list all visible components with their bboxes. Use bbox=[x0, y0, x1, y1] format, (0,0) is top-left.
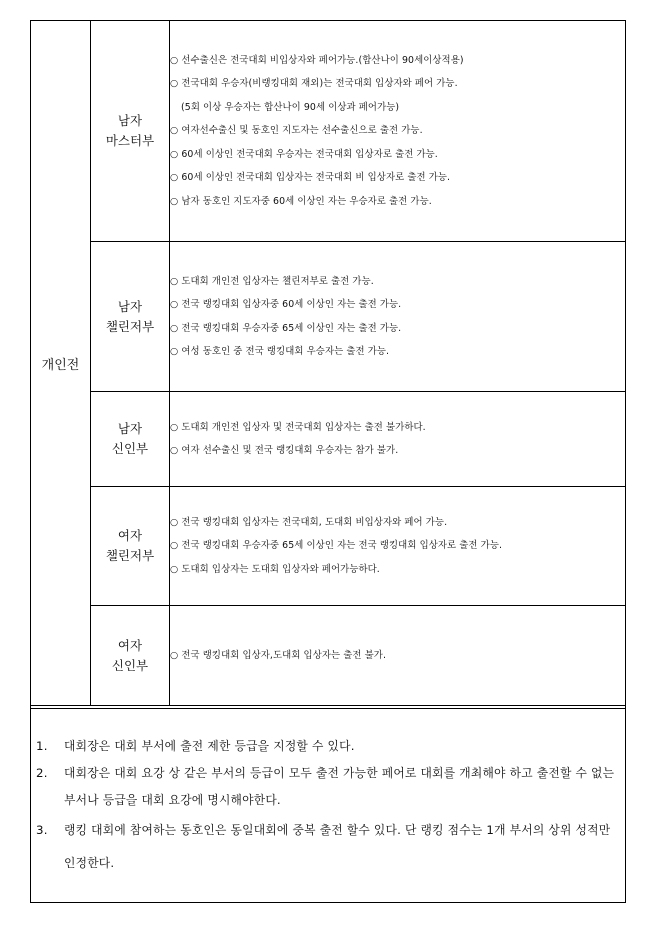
rule-item: ○ 전국 랭킹대회 입상자중 60세 이상인 자는 출전 가능. bbox=[170, 299, 402, 311]
rule-item: ○ 전국 랭킹대회 입상자,도대회 입상자는 출전 불가. bbox=[170, 649, 387, 661]
rule-item: ○ 도대회 개인전 입상자 및 전국대회 입상자는 출전 불가하다. bbox=[170, 421, 426, 433]
division-rules-cell bbox=[170, 21, 626, 242]
note-item bbox=[30, 733, 626, 760]
division-name-cell bbox=[91, 606, 170, 706]
rule-item: ○ 전국 랭킹대회 입상자는 전국대회, 도대회 비입상자와 페어 가능. bbox=[170, 516, 448, 528]
rules-list bbox=[170, 416, 625, 463]
note-number: 1. bbox=[36, 739, 48, 753]
note-number: 2. bbox=[36, 766, 48, 780]
division-row bbox=[31, 242, 626, 392]
division-name-cell bbox=[91, 392, 170, 487]
eligibility-table-body bbox=[31, 21, 626, 706]
rule-item: ○ 여자 선수출신 및 전국 랭킹대회 우승자는 참가 불가. bbox=[170, 445, 399, 456]
rules-list bbox=[170, 270, 625, 364]
rule-item: ○ 전국 랭킹대회 우승자중 65세 이상인 자는 출전 가능. bbox=[170, 322, 402, 334]
division-name-cell bbox=[91, 21, 170, 242]
division-rules-cell bbox=[170, 242, 626, 392]
division-row bbox=[31, 606, 626, 706]
division-level: 챌린저부 bbox=[105, 548, 155, 563]
division-gender: 남자 bbox=[117, 298, 143, 314]
division-level: 신인부 bbox=[111, 441, 149, 456]
rule-item: ○ 도대회 입상자는 도대회 입상자와 페어가능하다. bbox=[170, 563, 380, 575]
note-number: 3. bbox=[36, 823, 48, 837]
rule-item: ○ 전국 랭킹대회 우승자중 65세 이상인 자는 전국 랭킹대회 입상자로 출전 가능. bbox=[170, 540, 503, 552]
notes-section bbox=[30, 708, 626, 880]
division-gender: 여자 bbox=[117, 637, 143, 653]
note-item bbox=[30, 814, 626, 880]
rule-item: ○ 도대회 개인전 입상자는 챌린저부로 출전 가능. bbox=[170, 275, 374, 287]
note-text: 대회장은 대회 요강 상 같은 부서의 등급이 모두 출전 가능한 페어로 대회를 개최해야 하고 출전할 수 없는 부서나 등급을 대회 요강에 명시해야한다. bbox=[64, 766, 615, 807]
rule-item: ○ 60세 이상인 전국대회 입상자는 전국대회 비 입상자로 출전 가능. bbox=[170, 172, 451, 184]
division-name-cell bbox=[91, 242, 170, 392]
division-rules-cell bbox=[170, 606, 626, 706]
rule-item: ○ 선수출신은 전국대회 비입상자와 페어가능.(합산나이 90세이상적용) bbox=[170, 55, 464, 67]
note-text: 랭킹 대회에 참여하는 동호인은 동일대회에 중복 출전 할수 있다. 단 랭킹 점수는 1개 부서의 상위 성적만 인정한다. bbox=[64, 823, 611, 870]
category-cell: 개인전 bbox=[31, 21, 91, 706]
rule-item: ○ 여성 동호인 중 전국 랭킹대회 우승자는 출전 가능. bbox=[170, 345, 390, 357]
division-level: 챌린저부 bbox=[105, 318, 155, 334]
division-name-cell bbox=[91, 487, 170, 606]
rule-item: (5회 이상 우승자는 합산나이 90세 이상과 페어가능) bbox=[181, 101, 400, 113]
rule-item: ○ 전국대회 우승자(비랭킹대회 재외)는 전국대회 입상자와 페어 가능. bbox=[170, 78, 458, 90]
division-row bbox=[31, 21, 626, 242]
rules-list bbox=[170, 511, 625, 581]
division-rules-cell bbox=[170, 487, 626, 606]
eligibility-table bbox=[30, 20, 626, 706]
division-level: 마스터부 bbox=[105, 133, 155, 148]
rules-list bbox=[170, 644, 625, 667]
division-rules-cell bbox=[170, 392, 626, 487]
rules-list bbox=[170, 49, 625, 213]
division-row bbox=[31, 487, 626, 606]
division-gender: 남자 bbox=[117, 421, 143, 436]
division-level: 신인부 bbox=[111, 657, 149, 673]
note-text: 대회장은 대회 부서에 출전 제한 등급을 지정할 수 있다. bbox=[64, 739, 355, 753]
rule-item: ○ 여자선수출신 및 동호인 지도자는 선수출신으로 출전 가능. bbox=[170, 125, 423, 137]
division-row bbox=[31, 392, 626, 487]
notes-list bbox=[30, 733, 626, 880]
division-gender: 여자 bbox=[117, 528, 143, 543]
division-gender: 남자 bbox=[117, 113, 143, 128]
rule-item: ○ 남자 동호인 지도자중 60세 이상인 자는 우승자로 출전 가능. bbox=[170, 195, 432, 207]
rule-item: ○ 60세 이상인 전국대회 우승자는 전국대회 입상자로 출전 가능. bbox=[170, 148, 438, 160]
note-item bbox=[30, 760, 626, 814]
